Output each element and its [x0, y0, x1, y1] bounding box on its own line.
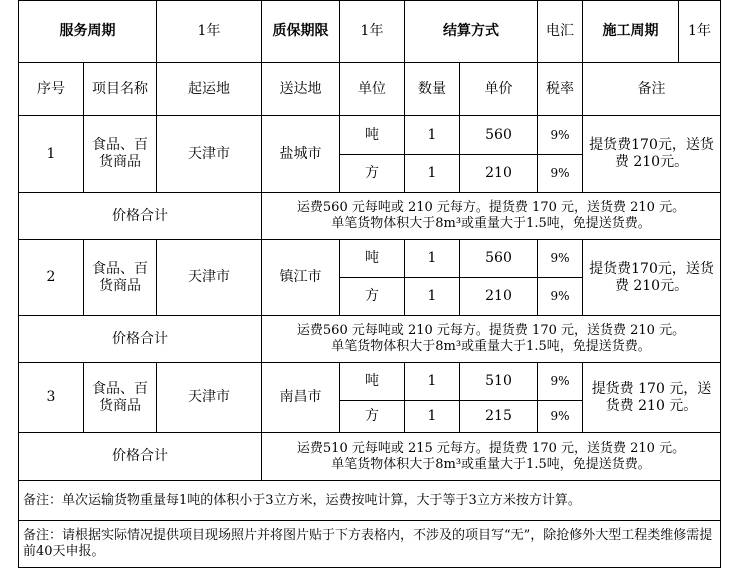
- row-tax: 9%: [538, 155, 583, 193]
- row-origin: 天津市: [157, 363, 262, 433]
- row-item: 食品、百货商品: [84, 363, 157, 433]
- total-row: [19, 193, 721, 240]
- total-line-2: 单笔货物体积大于8m³或重量大于1.5吨，免提送货费。: [331, 456, 651, 472]
- row-qty: 1: [405, 240, 460, 278]
- row-qty: 1: [405, 278, 460, 316]
- row-tax: 9%: [538, 278, 583, 316]
- col-price: 单价: [460, 63, 538, 116]
- row-unit: 方: [340, 155, 405, 193]
- row-dest: 南昌市: [262, 363, 340, 433]
- row-item: 食品、百货商品: [84, 240, 157, 316]
- row-origin: 天津市: [157, 240, 262, 316]
- row-qty: 1: [405, 401, 460, 433]
- total-line-1: 运费560 元每吨或 210 元每方。提货费 170 元，送货费 210 元。: [296, 200, 686, 215]
- col-item: 项目名称: [84, 63, 157, 116]
- row-price: 510: [460, 363, 538, 401]
- row-unit: 方: [340, 401, 405, 433]
- row-unit: 吨: [340, 240, 405, 278]
- total-label: 价格合计: [19, 433, 262, 481]
- table-row: [19, 116, 721, 155]
- total-label: 价格合计: [19, 316, 262, 363]
- row-item: 食品、百货商品: [84, 116, 157, 193]
- total-row: [19, 433, 721, 481]
- row-remark: 提货费170元，送货费 210元。: [583, 116, 721, 193]
- table-row: [19, 363, 721, 401]
- total-line-1: 运费510 元每吨或 215 元每方。提货费 170 元，送货费 210 元。: [296, 440, 686, 456]
- col-qty: 数量: [405, 63, 460, 116]
- note-2: 备注：请根据实际情况提供项目现场照片并将图片贴于下方表格内，不涉及的项目写“无”，除抢修外大型工程类维修需提前40天申报。: [19, 521, 721, 568]
- total-line-2: 单笔货物体积大于8m³或重量大于1.5吨，免提送货费。: [331, 339, 651, 354]
- row-seq: 1: [19, 116, 84, 193]
- row-origin: 天津市: [157, 116, 262, 193]
- total-text: [262, 193, 721, 240]
- col-seq: 序号: [19, 63, 84, 116]
- table-row: [19, 240, 721, 278]
- service-period-label: 服务周期: [19, 1, 157, 63]
- row-tax: 9%: [538, 401, 583, 433]
- total-line-2: 单笔货物体积大于8m³或重量大于1.5吨，免提送货费。: [331, 216, 651, 231]
- warranty-value: 1年: [340, 1, 405, 63]
- column-header-row: [19, 63, 721, 116]
- row-price: 215: [460, 401, 538, 433]
- row-tax: 9%: [538, 116, 583, 155]
- row-qty: 1: [405, 116, 460, 155]
- row-tax: 9%: [538, 363, 583, 401]
- build-period-label: 施工周期: [583, 1, 679, 63]
- total-text: [262, 433, 721, 481]
- build-period-value: 1年: [679, 1, 721, 63]
- total-row: [19, 316, 721, 363]
- col-remark: 备注: [583, 63, 721, 116]
- note-1: 备注：单次运输货物重量每1吨的体积小于3立方米，运费按吨计算，大于等于3立方米按方计算。: [19, 481, 721, 521]
- col-dest: 送达地: [262, 63, 340, 116]
- freight-quote-table: [18, 0, 721, 568]
- total-text: [262, 316, 721, 363]
- warranty-label: 质保期限: [262, 1, 340, 63]
- row-dest: 镇江市: [262, 240, 340, 316]
- row-qty: 1: [405, 155, 460, 193]
- col-unit: 单位: [340, 63, 405, 116]
- row-dest: 盐城市: [262, 116, 340, 193]
- row-price: 210: [460, 155, 538, 193]
- row-price: 560: [460, 240, 538, 278]
- total-label: 价格合计: [19, 193, 262, 240]
- row-remark: 提货费 170 元，送货费 210 元。: [583, 363, 721, 433]
- row-seq: 3: [19, 363, 84, 433]
- note-row: [19, 521, 721, 568]
- col-origin: 起运地: [157, 63, 262, 116]
- service-period-value: 1年: [157, 1, 262, 63]
- settlement-label: 结算方式: [405, 1, 538, 63]
- note-row: [19, 481, 721, 521]
- col-tax: 税率: [538, 63, 583, 116]
- row-remark: 提货费170元，送货费 210元。: [583, 240, 721, 316]
- row-unit: 方: [340, 278, 405, 316]
- summary-row: [19, 1, 721, 63]
- row-qty: 1: [405, 363, 460, 401]
- row-unit: 吨: [340, 116, 405, 155]
- settlement-value: 电汇: [538, 1, 583, 63]
- total-line-1: 运费560 元每吨或 210 元每方。提货费 170 元，送货费 210 元。: [296, 323, 686, 338]
- row-seq: 2: [19, 240, 84, 316]
- row-unit: 吨: [340, 363, 405, 401]
- row-tax: 9%: [538, 240, 583, 278]
- row-price: 210: [460, 278, 538, 316]
- row-price: 560: [460, 116, 538, 155]
